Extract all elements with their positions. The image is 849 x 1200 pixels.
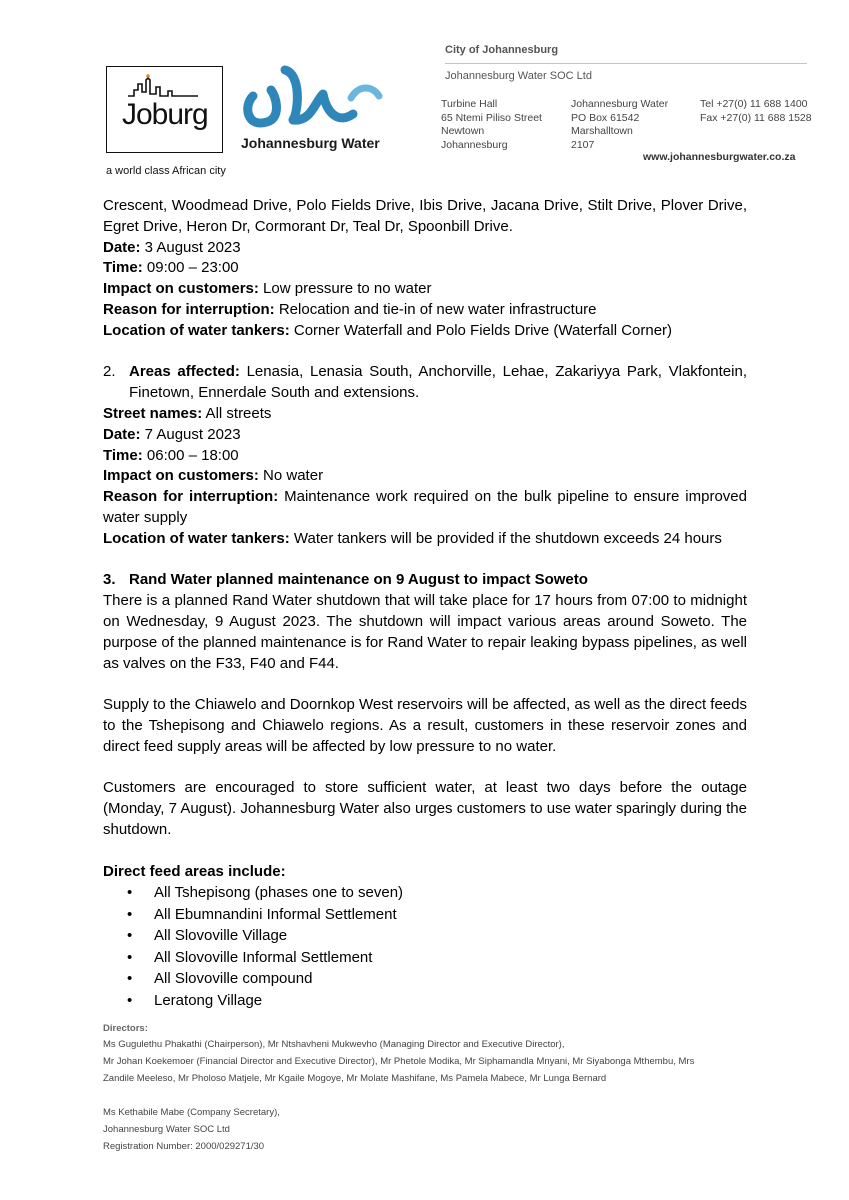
address-postal xyxy=(571,98,668,152)
tankers-value: Water tankers will be provided if the shutdown exceeds 24 hours xyxy=(289,529,722,547)
list-item: • All Tshepisong (phases one to seven) xyxy=(127,882,747,904)
contact-numbers xyxy=(700,98,812,125)
directors-line: Ms Gugulethu Phakathi (Chairperson), Mr Ntshavheni Mukwevho (Managing Director and Executive Director), xyxy=(103,1039,565,1050)
logo-tagline: a world class African city xyxy=(106,165,226,177)
streets-label: Street names: xyxy=(103,404,203,422)
impact-value: No water xyxy=(258,467,324,485)
direct-feed-list xyxy=(103,882,747,1011)
address-line: Turbine Hall xyxy=(441,98,498,110)
address-line: Johannesburg Water xyxy=(571,98,669,110)
header-city: City of Johannesburg xyxy=(445,44,559,56)
time-label: Time: xyxy=(103,259,143,277)
directors-line: Zandile Meeleso, Mr Pholoso Matjele, Mr Kgaile Mogoye, Mr Molate Mashifane, Ms Pamela Mabece, Mr Lunga Bernard xyxy=(103,1073,607,1084)
address-line: Newtown xyxy=(441,125,485,137)
tankers-label: Location of water tankers: xyxy=(103,529,290,547)
reason-value: Relocation and tie-in of new water infrastructure xyxy=(274,300,597,318)
impact-line xyxy=(103,279,747,300)
tankers-line xyxy=(103,529,747,550)
fax-number: Fax +27(0) 11 688 1528 xyxy=(700,111,812,124)
paragraph: There is a planned Rand Water shutdown that will take place for 17 hours from 07:00 to midnight on Wednesday, 9 August 2023. The shutdown will impact various areas around Soweto. The purpose of the planned maintenance is for Rand Water to repair leaking bypass pipelines, as well as valves on the F33, F40 and F44. xyxy=(103,592,747,672)
paragraph: Customers are encouraged to store sufficient water, at least two days before the outage (Monday, 7 August). Johannesburg Water also urges customers to use water sparingly during the shutdown. xyxy=(103,779,747,838)
impact-line xyxy=(103,466,747,487)
company-name: Johannesburg Water SOC Ltd xyxy=(103,1124,230,1135)
impact-value: Low pressure to no water xyxy=(258,280,432,298)
section-2-areas xyxy=(103,362,747,404)
time-line xyxy=(103,258,747,279)
company-secretary: Ms Kethabile Mabe (Company Secretary), xyxy=(103,1107,280,1118)
address-line: 65 Ntemi Piliso Street xyxy=(441,111,542,124)
reason-label: Reason for interruption: xyxy=(103,488,279,506)
time-line xyxy=(103,446,747,467)
joburg-skyline-icon xyxy=(128,74,198,98)
section-number: 2. xyxy=(103,363,116,381)
tankers-value: Corner Waterfall and Polo Fields Drive (Waterfall Corner) xyxy=(289,321,673,339)
street-list-continued: Crescent, Woodmead Drive, Polo Fields Drive, Ibis Drive, Jacana Drive, Stilt Drive, Plover Drive, Egret Drive, Heron Dr, Cormorant Dr, Teal Dr, Spoonbill Drive. xyxy=(103,197,747,235)
reason-label: Reason for interruption: xyxy=(103,300,275,318)
company-footer xyxy=(103,1104,280,1155)
website-link[interactable]: www.johannesburgwater.co.za xyxy=(643,151,796,163)
tankers-line xyxy=(103,321,747,342)
paragraph: Supply to the Chiawelo and Doornkop West reservoirs will be affected, as well as the direct feeds to the Tshepisong and Chiawelo regions. As a result, customers in these reservoir zones and direct feed supply areas will be affected by low pressure to no water. xyxy=(103,696,747,755)
date-line xyxy=(103,425,747,446)
impact-label: Impact on customers: xyxy=(103,280,259,298)
header-company: Johannesburg Water SOC Ltd xyxy=(445,70,592,82)
section-heading: Rand Water planned maintenance on 9 August to impact Soweto xyxy=(129,571,588,589)
reason-value: Maintenance work required on the bulk pipeline to ensure improved water supply xyxy=(103,488,747,526)
header-rule xyxy=(445,63,807,64)
date-label: Date: xyxy=(103,238,141,256)
areas-label: Areas affected: xyxy=(129,363,240,381)
registration-number: Registration Number: 2000/029271/30 xyxy=(103,1141,265,1152)
address-line: 2107 xyxy=(571,138,595,151)
johannesburg-water-logo-icon xyxy=(241,62,387,134)
directors-label: Directors: xyxy=(103,1023,148,1034)
johannesburg-water-logo-text: Johannesburg Water xyxy=(241,135,380,151)
list-item: • All Slovoville Informal Settlement xyxy=(127,947,747,969)
date-line xyxy=(103,238,747,259)
reason-line xyxy=(103,300,747,321)
address-line: Johannesburg xyxy=(441,138,508,151)
list-item: • All Slovoville compound xyxy=(127,968,747,990)
address-line: PO Box 61542 xyxy=(571,111,640,124)
list-item: • All Slovoville Village xyxy=(127,925,747,947)
directors-line: Mr Johan Koekemoer (Financial Director and Executive Director), Mr Phetole Modika, Mr Siphamandla Mnyani, Mr Siyabonga Mthembu, Mrs xyxy=(103,1056,695,1067)
joburg-logo: Joburg xyxy=(122,98,208,131)
date-label: Date: xyxy=(103,425,141,443)
list-item: • Leratong Village xyxy=(127,990,747,1012)
impact-label: Impact on customers: xyxy=(103,467,259,485)
section-3-heading xyxy=(103,570,747,591)
directors-footer xyxy=(103,1022,748,1087)
streets-line xyxy=(103,404,747,425)
direct-feed-heading: Direct feed areas include: xyxy=(103,862,286,880)
time-value: 06:00 – 18:00 xyxy=(142,446,239,464)
list-item: • All Ebumnandini Informal Settlement xyxy=(127,904,747,926)
date-value: 3 August 2023 xyxy=(140,238,241,256)
time-value: 09:00 – 23:00 xyxy=(142,259,239,277)
reason-line xyxy=(103,487,747,529)
address-physical xyxy=(441,98,542,152)
date-value: 7 August 2023 xyxy=(140,425,241,443)
address-line: Marshalltown xyxy=(571,125,633,137)
time-label: Time: xyxy=(103,446,143,464)
tankers-label: Location of water tankers: xyxy=(103,321,290,339)
phone-number: Tel +27(0) 11 688 1400 xyxy=(700,98,808,110)
areas-value: Lenasia, Lenasia South, Anchorville, Lehae, Zakariyya Park, Vlakfontein, Finetown, Ennerdale South and extensions. xyxy=(129,363,747,402)
document-body xyxy=(103,196,747,1011)
streets-value: All streets xyxy=(202,404,272,422)
areas-line xyxy=(129,362,747,404)
section-number: 3. xyxy=(103,571,116,589)
